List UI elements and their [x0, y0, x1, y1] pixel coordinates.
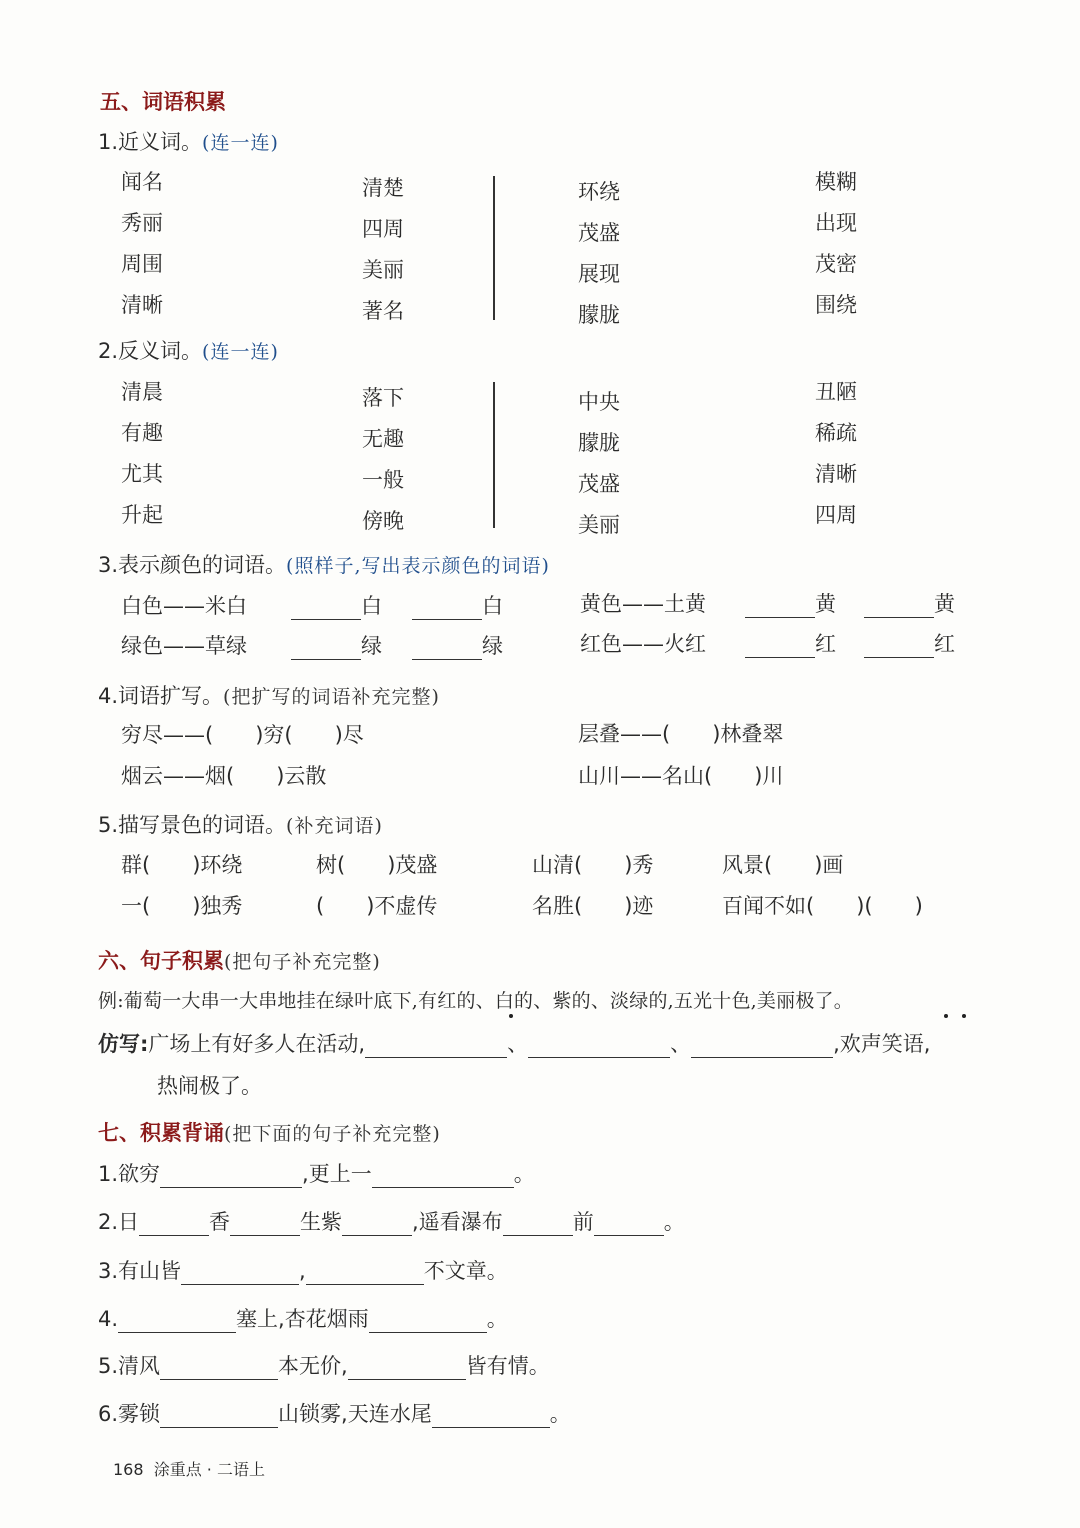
s7-line-5	[98, 1350, 550, 1380]
s6-sep: 、	[670, 1032, 692, 1056]
blank[interactable]	[306, 1262, 424, 1285]
text: 山锁雾,天连水尾	[278, 1402, 432, 1426]
blank[interactable]	[745, 635, 815, 658]
blank[interactable]	[369, 1310, 487, 1333]
q3-row2-item2	[412, 630, 503, 660]
q5-label-text: 5.描写景色的词语。	[98, 813, 287, 837]
q3-row2-item4	[864, 628, 955, 658]
synonym-word[interactable]: 清楚	[362, 176, 404, 200]
q3-row1-item2	[412, 590, 503, 620]
q2-divider	[493, 382, 495, 528]
synonym-word[interactable]: 秀丽	[121, 211, 163, 235]
antonym-word[interactable]: 四周	[815, 503, 857, 527]
synonym-word[interactable]: 模糊	[815, 170, 857, 194]
s7-line-1	[98, 1158, 535, 1188]
q1-hint: (连一连)	[202, 132, 279, 154]
text: 4.	[98, 1307, 119, 1331]
synonym-word[interactable]: 围绕	[815, 293, 857, 317]
blank[interactable]	[594, 1213, 664, 1236]
section-7-header	[98, 1117, 441, 1147]
blank[interactable]	[432, 1405, 550, 1428]
synonym-word[interactable]: 茂盛	[578, 221, 620, 245]
antonym-word[interactable]: 傍晚	[362, 509, 404, 533]
section-5-title: 五、词语积累	[100, 90, 226, 114]
q5-row1-item1: 群( )环绕	[121, 853, 243, 877]
text: 皆有情。	[465, 1354, 550, 1378]
q2-label-text: 2.反义词。	[98, 339, 203, 363]
q5-row1-item3: 山清( )秀	[532, 853, 654, 877]
text: 2.日	[98, 1210, 140, 1234]
synonym-word[interactable]: 清晰	[121, 293, 163, 317]
s6-imitate-line2: 热闹极了。	[157, 1074, 262, 1098]
q4-label-text: 4.词语扩写。	[98, 684, 224, 708]
synonym-word[interactable]: 四周	[362, 217, 404, 241]
text: 5.清风	[98, 1354, 161, 1378]
blank[interactable]	[160, 1405, 278, 1428]
s7-line-4	[98, 1303, 508, 1333]
section-7-hint: (把下面的句子补充完整)	[224, 1123, 441, 1145]
q4-item-1: 穷尽——( )穷( )尽	[121, 723, 364, 747]
q5-row2-item4: 百闻不如( )( )	[722, 894, 923, 918]
q3-row1-example2: 黄色——土黄	[580, 592, 706, 616]
antonym-word[interactable]: 落下	[362, 386, 404, 410]
q2-label	[98, 335, 279, 365]
text: ,遥看瀑布	[412, 1210, 503, 1234]
blank[interactable]	[503, 1213, 573, 1236]
blank[interactable]	[160, 1357, 278, 1380]
q5-hint: (补充词语)	[286, 815, 383, 837]
emphasis-dot	[509, 1014, 513, 1018]
q3-label	[98, 549, 550, 579]
antonym-word[interactable]: 丑陋	[815, 380, 857, 404]
antonym-word[interactable]: 稀疏	[815, 421, 857, 445]
text: 塞上,杏花烟雨	[236, 1307, 369, 1331]
antonym-word[interactable]: 清晨	[121, 380, 163, 404]
antonym-word[interactable]: 有趣	[121, 421, 163, 445]
q4-item-2: 层叠——( )林叠翠	[578, 722, 784, 746]
char: 红	[815, 632, 836, 656]
antonym-word[interactable]: 升起	[121, 503, 163, 527]
q2-hint: (连一连)	[202, 341, 279, 363]
s6-imitate-end: ,欢声笑语,	[833, 1032, 931, 1056]
text: 。	[663, 1210, 685, 1234]
q4-item-4: 山川——名山( )川	[578, 764, 784, 788]
text: 前	[572, 1210, 594, 1234]
text: 3.有山皆	[98, 1259, 182, 1283]
q3-hint: (照样子,写出表示颜色的词语)	[286, 555, 550, 577]
blank[interactable]	[412, 597, 482, 620]
q1-divider	[493, 176, 495, 320]
s6-imitate	[98, 1028, 930, 1058]
q5-row2-item3: 名胜( )迹	[532, 894, 654, 918]
text: 香	[209, 1210, 231, 1234]
blank[interactable]	[139, 1213, 209, 1236]
q3-row2-example: 绿色——草绿	[121, 634, 247, 658]
antonym-word[interactable]: 无趣	[362, 427, 404, 451]
char: 黄	[815, 592, 836, 616]
q5-label	[98, 809, 383, 839]
s7-line-3	[98, 1255, 508, 1285]
antonym-word[interactable]: 清晰	[815, 462, 857, 486]
q3-row1-item1	[291, 590, 382, 620]
q1-label-text: 1.近义词。	[98, 130, 203, 154]
blank[interactable]	[864, 635, 934, 658]
synonym-word[interactable]: 著名	[362, 299, 404, 323]
q5-row2-item2: ( )不虚传	[316, 894, 438, 918]
section-7-title: 七、积累背诵	[98, 1121, 224, 1145]
page-number: 168	[113, 1460, 144, 1479]
q3-row2-item1	[291, 630, 382, 660]
q3-row1-item4	[864, 588, 955, 618]
blank[interactable]	[118, 1310, 236, 1333]
antonym-word[interactable]: 茂盛	[578, 472, 620, 496]
text: 6.雾锁	[98, 1402, 161, 1426]
emphasis-dot	[944, 1014, 948, 1018]
antonym-word[interactable]: 尤其	[121, 462, 163, 486]
text: 生紫	[300, 1210, 343, 1234]
section-6-header	[98, 945, 381, 975]
antonym-word[interactable]: 朦胧	[578, 431, 620, 455]
blank[interactable]	[181, 1262, 299, 1285]
section-6-hint: (把句子补充完整)	[224, 951, 381, 973]
char: 白	[482, 594, 503, 618]
section-6-title: 六、句子积累	[98, 949, 224, 973]
synonym-word[interactable]: 周围	[121, 252, 163, 276]
antonym-word[interactable]: 一般	[362, 468, 404, 492]
char: 白	[361, 594, 382, 618]
synonym-word[interactable]: 茂密	[815, 252, 857, 276]
char: 红	[934, 632, 955, 656]
q5-row1-item2: 树( )茂盛	[316, 853, 438, 877]
s7-line-2	[98, 1206, 685, 1236]
char: 绿	[482, 634, 503, 658]
synonym-word[interactable]: 美丽	[362, 258, 404, 282]
blank[interactable]	[291, 637, 361, 660]
antonym-word[interactable]: 中央	[578, 390, 620, 414]
s6-imitate-label: 仿写:	[98, 1032, 149, 1056]
blank[interactable]	[528, 1035, 670, 1058]
q4-item-3: 烟云——烟( )云散	[121, 764, 327, 788]
char: 黄	[934, 592, 955, 616]
book-title: 涂重点 · 二语上	[153, 1460, 265, 1479]
blank[interactable]	[745, 595, 815, 618]
text: 不文章。	[423, 1259, 508, 1283]
q3-row2-item3	[745, 628, 836, 658]
blank[interactable]	[348, 1357, 466, 1380]
blank[interactable]	[412, 637, 482, 660]
text: 。	[513, 1162, 535, 1186]
q5-row1-item4: 风景( )画	[722, 853, 844, 877]
blank[interactable]	[230, 1213, 300, 1236]
emphasis-dot	[962, 1014, 966, 1018]
s6-sep: 、	[507, 1032, 529, 1056]
text: 本无价,	[278, 1354, 348, 1378]
q3-row1-example: 白色——米白	[121, 594, 247, 618]
antonym-word[interactable]: 美丽	[578, 513, 620, 537]
text: ,更上一	[302, 1162, 372, 1186]
blank[interactable]	[342, 1213, 412, 1236]
q3-row2-example2: 红色——火红	[580, 632, 706, 656]
synonym-word[interactable]: 朦胧	[578, 303, 620, 327]
blank[interactable]	[372, 1165, 514, 1188]
text: 1.欲穷	[98, 1162, 161, 1186]
s6-example: 例:葡萄一大串一大串地挂在绿叶底下,有红的、白的、紫的、淡绿的,五光十色,美丽极了。	[98, 990, 853, 1012]
text: 。	[549, 1402, 571, 1426]
blank[interactable]	[864, 595, 934, 618]
text: 。	[486, 1307, 508, 1331]
blank[interactable]	[365, 1035, 507, 1058]
s7-line-6	[98, 1398, 571, 1428]
synonym-word[interactable]: 出现	[815, 211, 857, 235]
synonym-word[interactable]: 环绕	[578, 180, 620, 204]
q4-hint: (把扩写的词语补充完整)	[223, 686, 440, 708]
page-footer	[113, 1457, 265, 1480]
s6-imitate-text: 广场上有好多人在活动,	[148, 1032, 366, 1056]
text: ,	[299, 1259, 306, 1283]
q3-label-text: 3.表示颜色的词语。	[98, 553, 287, 577]
blank[interactable]	[691, 1035, 833, 1058]
synonym-word[interactable]: 闻名	[121, 170, 163, 194]
q4-label	[98, 680, 440, 710]
blank[interactable]	[160, 1165, 302, 1188]
q3-row1-item3	[745, 588, 836, 618]
synonym-word[interactable]: 展现	[578, 262, 620, 286]
q5-row2-item1: 一( )独秀	[121, 894, 243, 918]
blank[interactable]	[291, 597, 361, 620]
q1-label	[98, 126, 279, 156]
char: 绿	[361, 634, 382, 658]
